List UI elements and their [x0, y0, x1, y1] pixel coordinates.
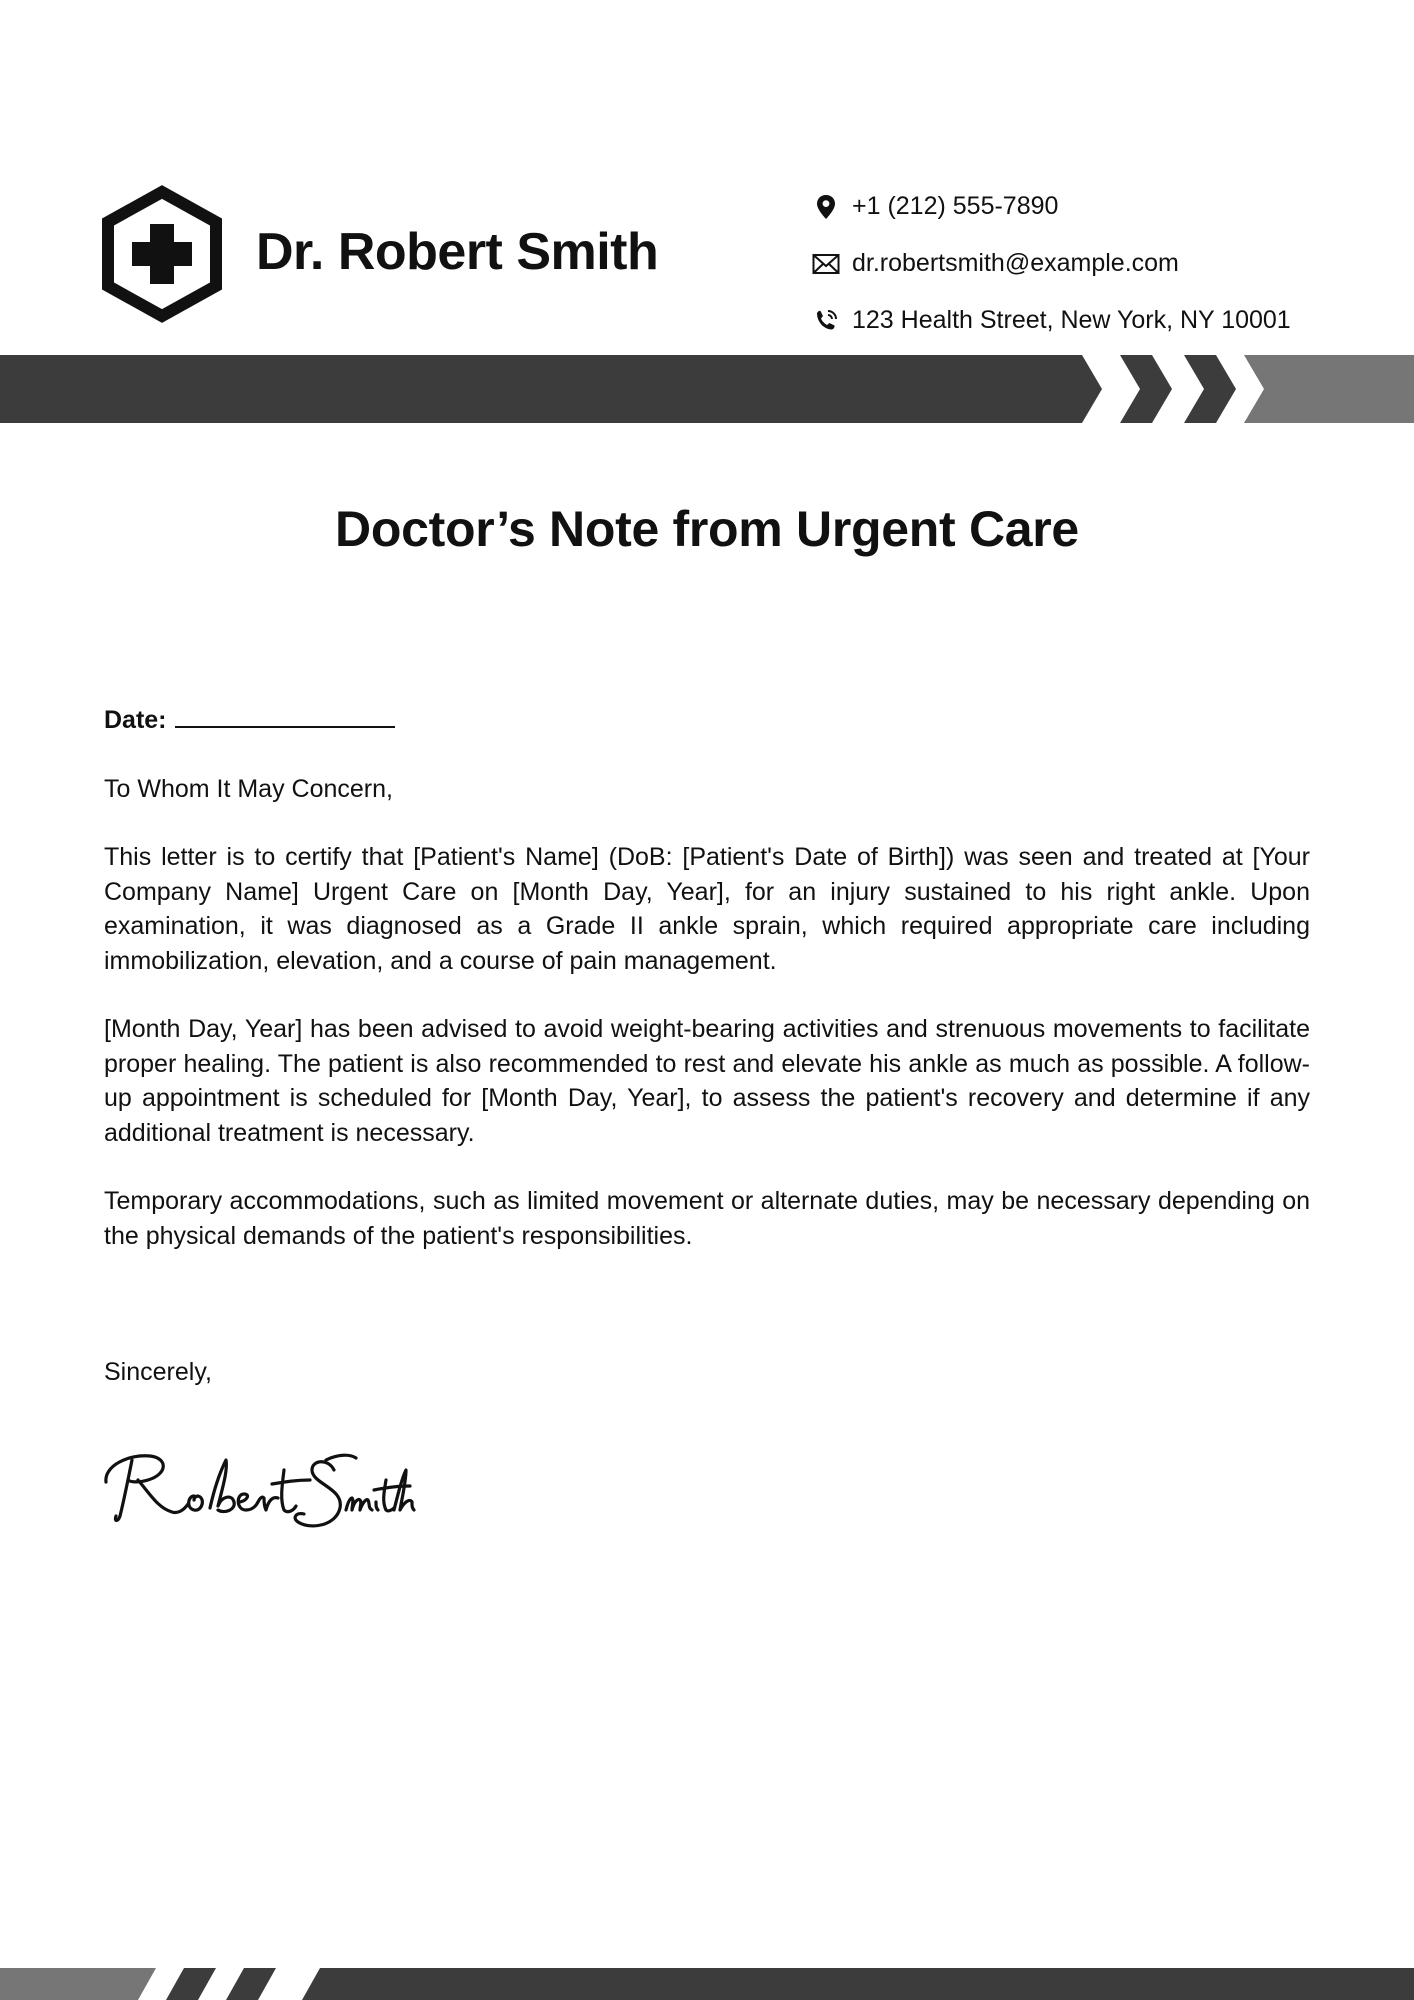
greeting: To Whom It May Concern, [104, 774, 393, 803]
paragraph-3: Temporary accommodations, such as limited movement or alternate duties, may be necessary depending on the physical demands of the patient's responsibilities. [104, 1187, 1310, 1250]
envelope-icon [812, 250, 840, 278]
contact-email-row [812, 235, 1332, 292]
letter-body [104, 700, 1310, 1287]
date-line [104, 700, 1310, 738]
footer-band-decoration [0, 1968, 1414, 2000]
header-band-decoration [0, 355, 1414, 423]
date-field[interactable] [175, 700, 395, 728]
paragraph-2: [Month Day, Year] has been advised to avoid weight-bearing activities and strenuous movements to facilitate proper healing. The patient is also recommended to rest and elevate his ankle as much as possible. A follow-up appointment is scheduled for [Month Day, Year], to assess the patient's recovery and determine if any additional treatment is necessary. [104, 1015, 1310, 1147]
contact-phone-row [812, 178, 1332, 235]
phone-icon [812, 307, 840, 335]
contact-info [812, 178, 1332, 349]
contact-address-row [812, 292, 1332, 349]
contact-email-text[interactable]: dr.robertsmith@example.com [852, 249, 1179, 277]
closing: Sincerely, [104, 1358, 212, 1386]
date-label: Date: [104, 706, 167, 734]
medical-cross-hexagon-icon [98, 184, 226, 324]
signature [98, 1430, 418, 1540]
contact-phone-text: +1 (212) 555-7890 [852, 192, 1059, 220]
doctor-name: Dr. Robert Smith [256, 223, 659, 281]
paragraph-1: This letter is to certify that [Patient's Name] (DoB: [Patient's Date of Birth]) was seen and treated at [Your Company Name] Urgent Care on [Month Day, Year], for an injury sustained to his right ankle. Upon examination, it was diagnosed as a Grade II ankle sprain, which required appropriate care including immobilization, elevation, and a course of pain management. [104, 843, 1310, 975]
document-title: Doctor’s Note from Urgent Care [335, 501, 1079, 557]
contact-address-text: 123 Health Street, New York, NY 10001 [852, 306, 1291, 334]
location-pin-icon [812, 193, 840, 221]
